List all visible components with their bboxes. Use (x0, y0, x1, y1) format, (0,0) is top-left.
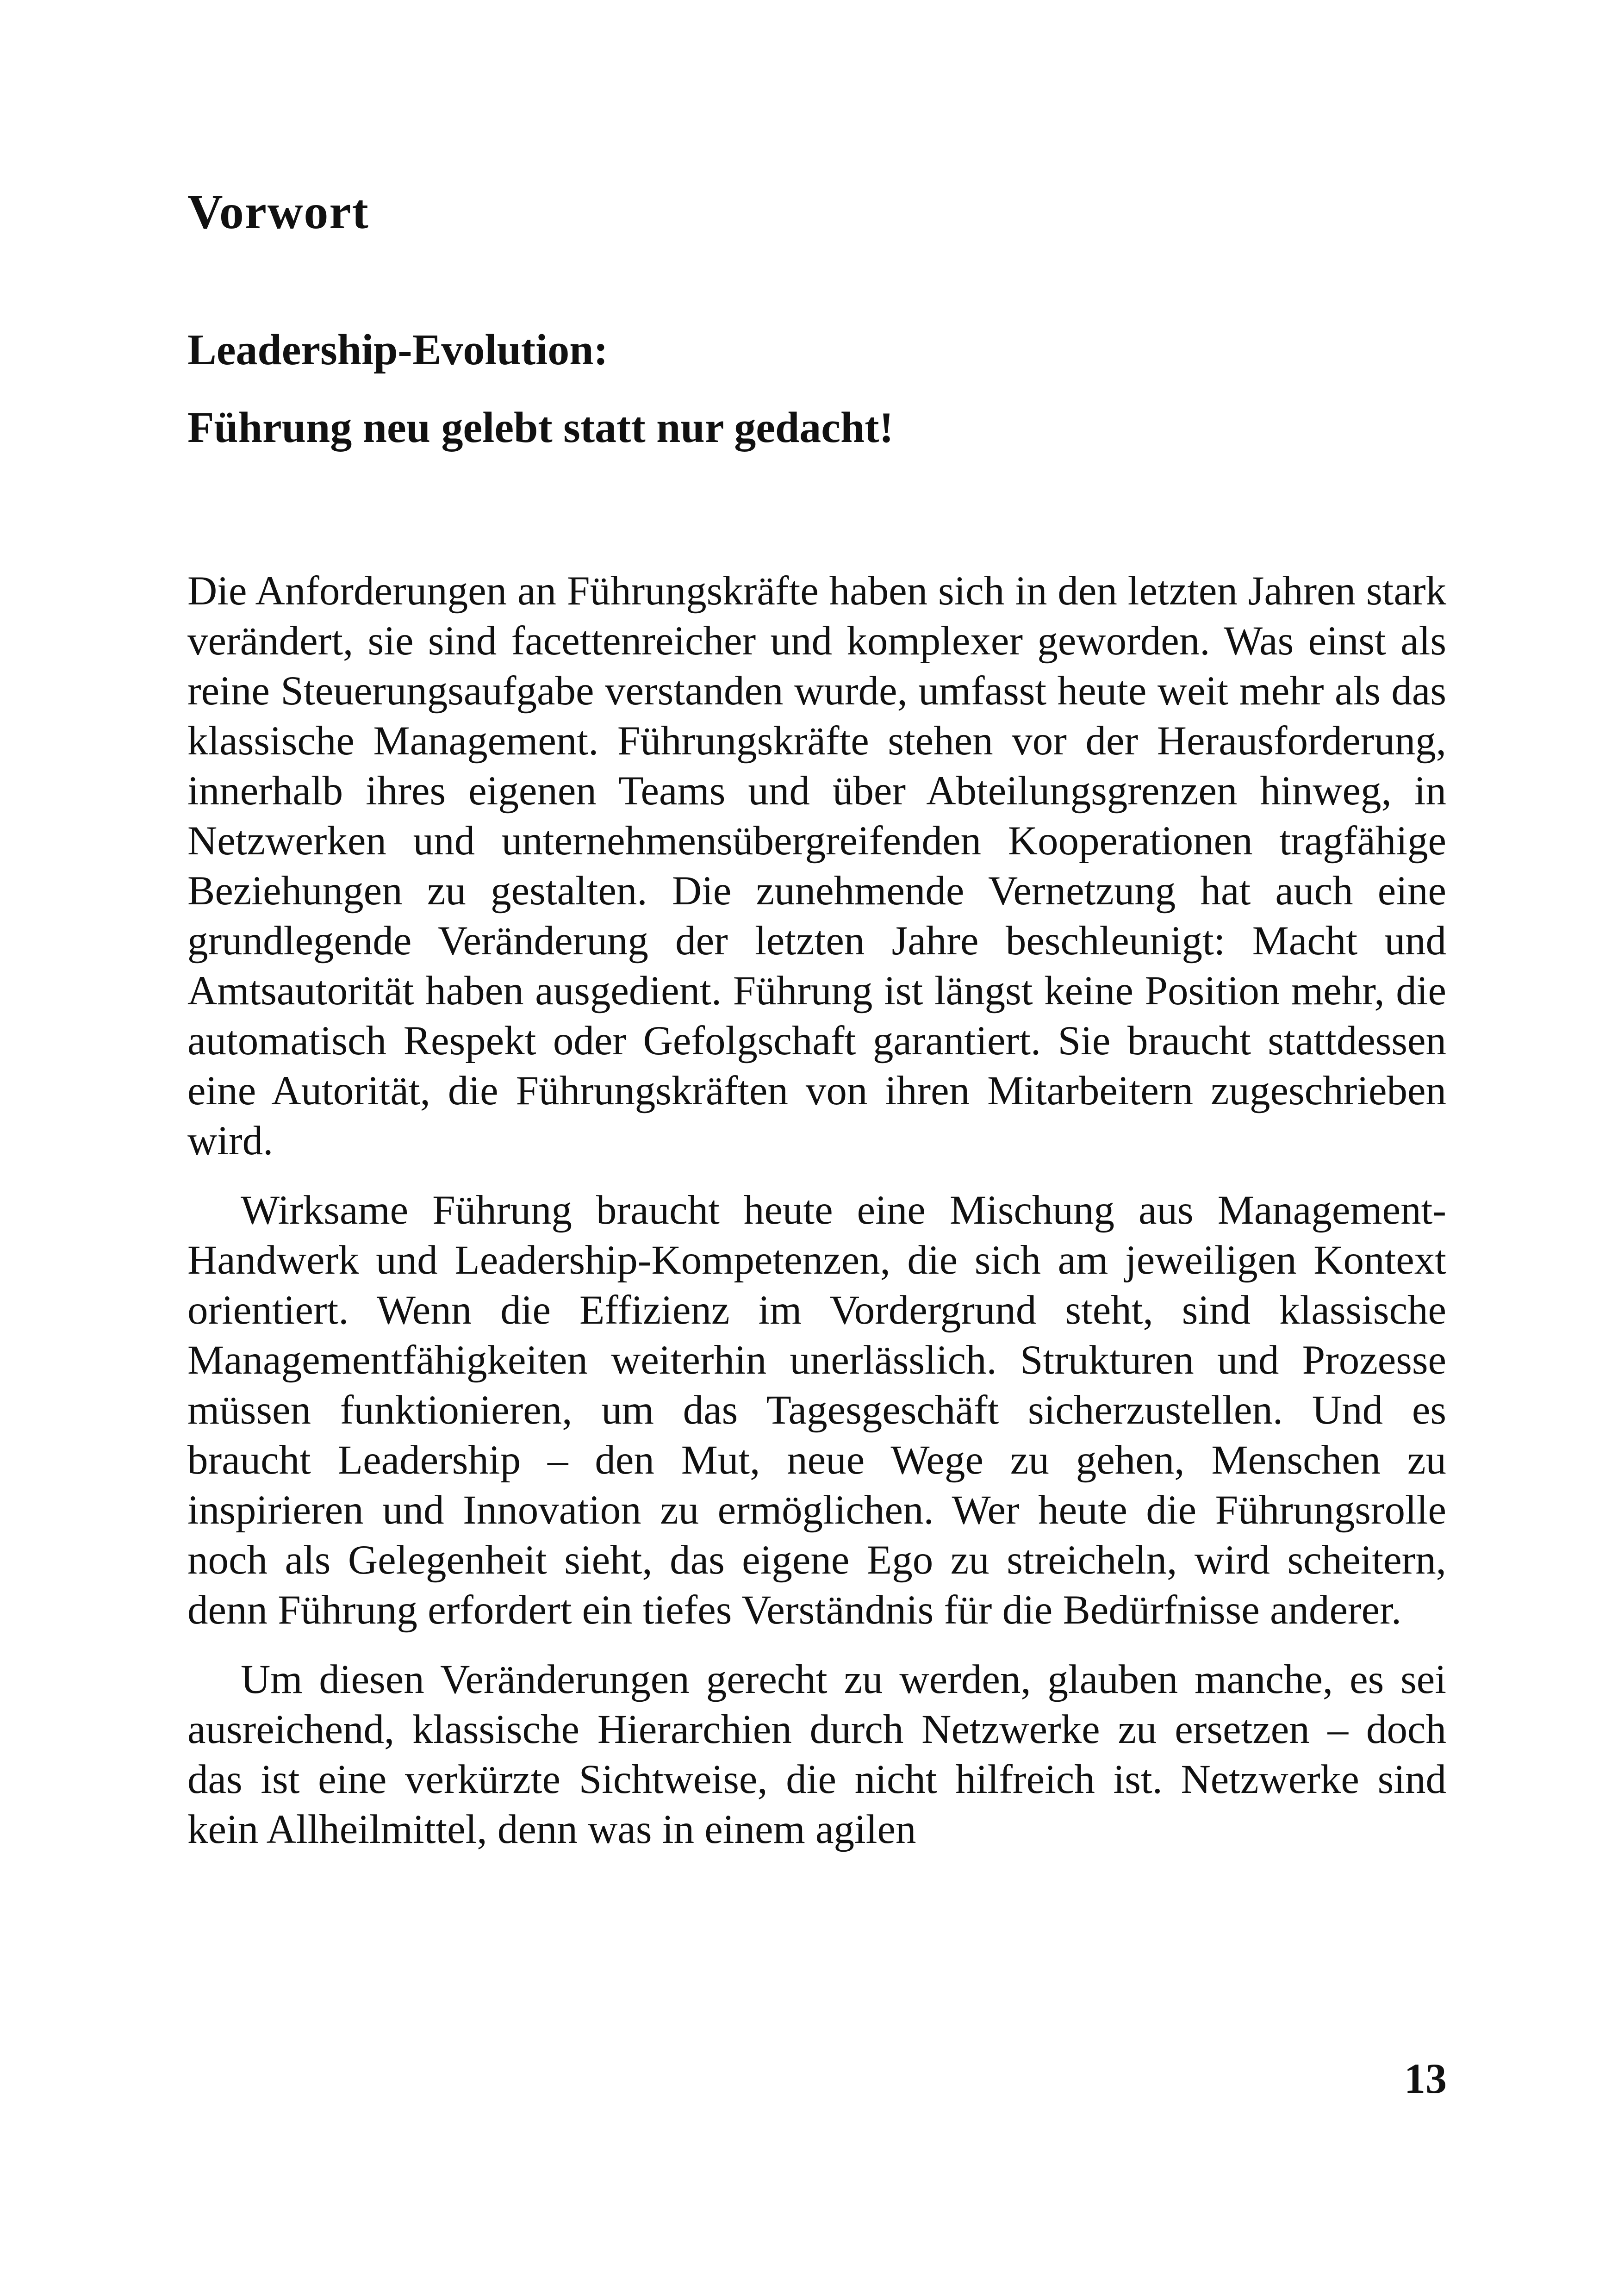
body-text (187, 566, 1446, 1854)
page-content (187, 185, 1446, 1854)
section-subtitle-line-2: Führung neu gelebt statt nur gedacht! (187, 403, 894, 452)
paragraph-3: Um diesen Veränderungen gerecht zu werden, glauben manche, es sei ausreichend, klassische Hierarchien durch Netzwerke zu ersetzen – doch das ist eine verkürzte Sichtweise, die nicht hilfreich ist. Netzwerke sind kein Allheilmittel, denn was in einem agilen (187, 1656, 1446, 1852)
paragraph-2: Wirksame Führung braucht heute eine Mischung aus Management-Handwerk und Leadership-Kompetenzen, die sich am jeweiligen Kontext orientiert. Wenn die Effizienz im Vordergrund steht, sind klassische Managementfähigkeiten weiterhin unerlässlich. Strukturen und Prozesse müssen funktionieren, um das Tagesgeschäft sicherzustellen. Und es braucht Leadership – den Mut, neue Wege zu gehen, Menschen zu inspirieren und Innovation zu ermöglichen. Wer heute die Führungsrolle noch als Gelegenheit sieht, das eigene Ego zu streicheln, wird scheitern, denn Führung erfordert ein tiefes Verständnis für die Bedürfnisse anderer. (187, 1187, 1446, 1633)
chapter-title: Vorwort (187, 185, 369, 239)
paragraph-1: Die Anforderungen an Führungskräfte haben sich in den letzten Jahren stark verändert, sie sind facettenreicher und komplexer geworden. Was einst als reine Steuerungsaufgabe verstanden wurde, umfasst heute weit mehr als das klassische Management. Führungskräfte stehen vor der Herausforderung, innerhalb ihres eigenen Teams und über Abteilungsgrenzen hinweg, in Netzwerken und unternehmensübergreifenden Kooperationen tragfähige Beziehungen zu gestalten. Die zunehmende Vernetzung hat auch eine grundlegende Veränderung der letzten Jahre beschleunigt: Macht und Amtsautorität haben ausgedient. Führung ist längst keine Position mehr, die automatisch Respekt oder Gefolgschaft garantiert. Sie braucht stattdessen eine Autorität, die Führungskräften von ihren Mitarbeitern zugeschrieben wird. (187, 568, 1446, 1164)
section-subtitle-line-1: Leadership-Evolution: (187, 325, 608, 374)
page-number: 13 (1404, 2055, 1447, 2102)
